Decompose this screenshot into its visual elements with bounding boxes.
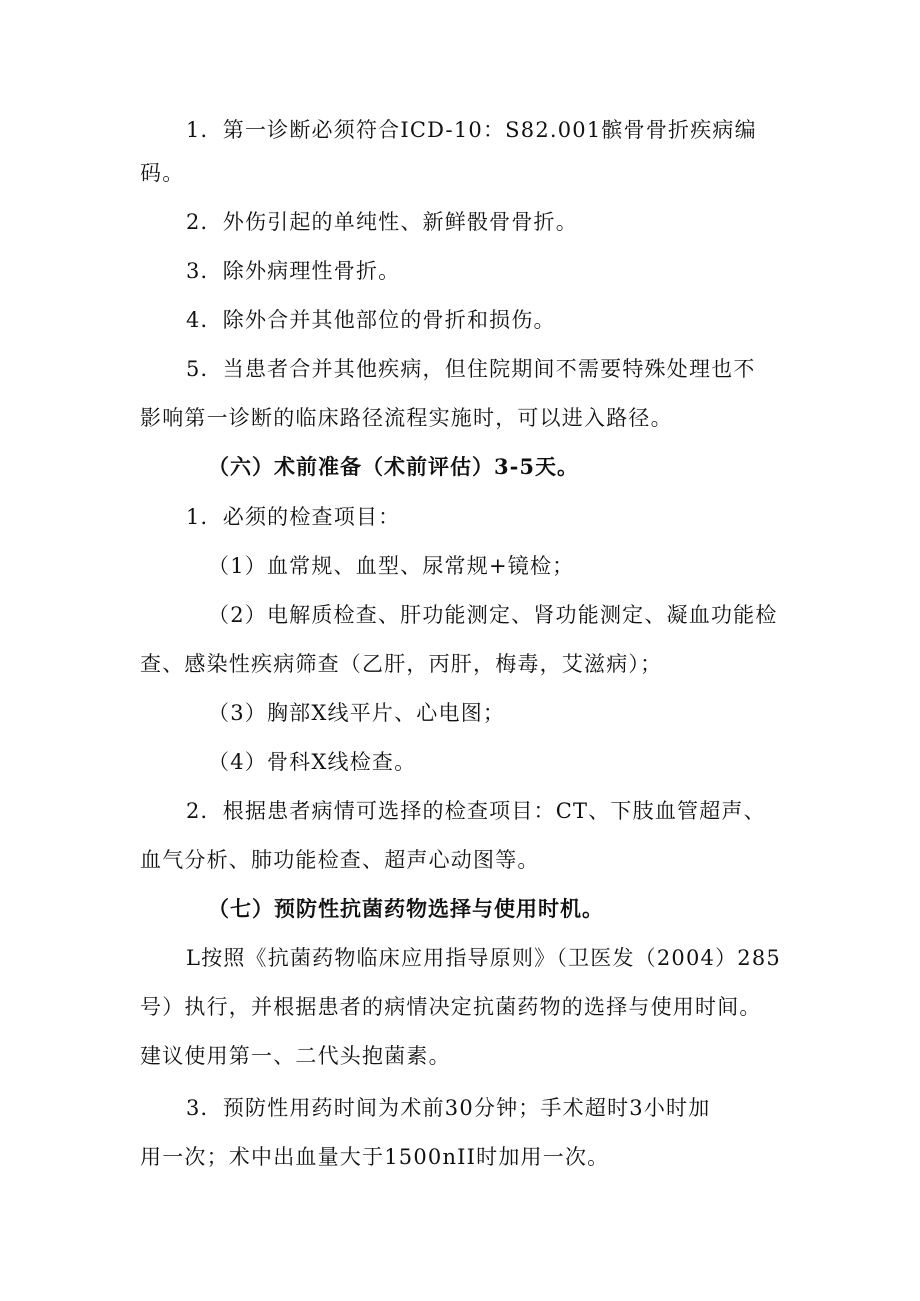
antibiotic-guideline-line-2: 号）执行，并根据患者的病情决定抗菌药物的选择与使用时间。 <box>140 995 762 1019</box>
antibiotic-guideline-line-3: 建议使用第一、二代头抱菌素。 <box>140 1044 451 1068</box>
prophylaxis-timing-line-1: 3．预防性用药时间为术前30分钟；手术超时3小时加 <box>186 1096 711 1120</box>
criterion-1-line-2: 码。 <box>140 161 185 185</box>
required-test-2-line-2: 查、感染性疾病筛查（乙肝，丙肝，梅毒，艾滋病）； <box>140 652 663 676</box>
criterion-2: 2．外伤引起的单纯性、新鲜骰骨骨折。 <box>186 210 578 234</box>
section-heading-6: （六）术前准备（术前评估）3-5天。 <box>208 454 579 479</box>
required-tests-title: 1．必须的检查项目： <box>186 505 401 529</box>
criterion-3: 3．除外病理性骨折。 <box>186 259 401 283</box>
criterion-5-line-1: 5．当患者合并其他疾病，但住院期间不需要特殊处理也不 <box>186 357 756 381</box>
required-test-4: （4）骨科X线检查。 <box>208 750 417 774</box>
optional-tests-line-1: 2．根据患者病情可选择的检查项目：CT、下肢血管超声、 <box>186 799 766 823</box>
prophylaxis-timing-line-2: 用一次；术中出血量大于1500nII时加用一次。 <box>140 1145 610 1169</box>
required-test-2-line-1: （2）电解质检查、肝功能测定、肾功能测定、凝血功能检 <box>208 603 778 627</box>
criterion-5-line-2: 影响第一诊断的临床路径流程实施时，可以进入路径。 <box>140 406 673 430</box>
section-heading-7: （七）预防性抗菌药物选择与使用时机。 <box>208 896 604 921</box>
criterion-1-line-1: 1．第一诊断必须符合ICD-10：S82.001髌骨骨折疾病编 <box>186 118 757 142</box>
required-test-3: （3）胸部X线平片、心电图； <box>208 701 506 725</box>
required-test-1: （1）血常规、血型、尿常规+镜检； <box>208 554 575 578</box>
optional-tests-line-2: 血气分析、肺功能检查、超声心动图等。 <box>140 848 540 872</box>
antibiotic-guideline-line-1: L按照《抗菌药物临床应用指导原则》（卫医发（2004）285 <box>186 946 781 970</box>
criterion-4: 4．除外合并其他部位的骨折和损伤。 <box>186 308 556 332</box>
